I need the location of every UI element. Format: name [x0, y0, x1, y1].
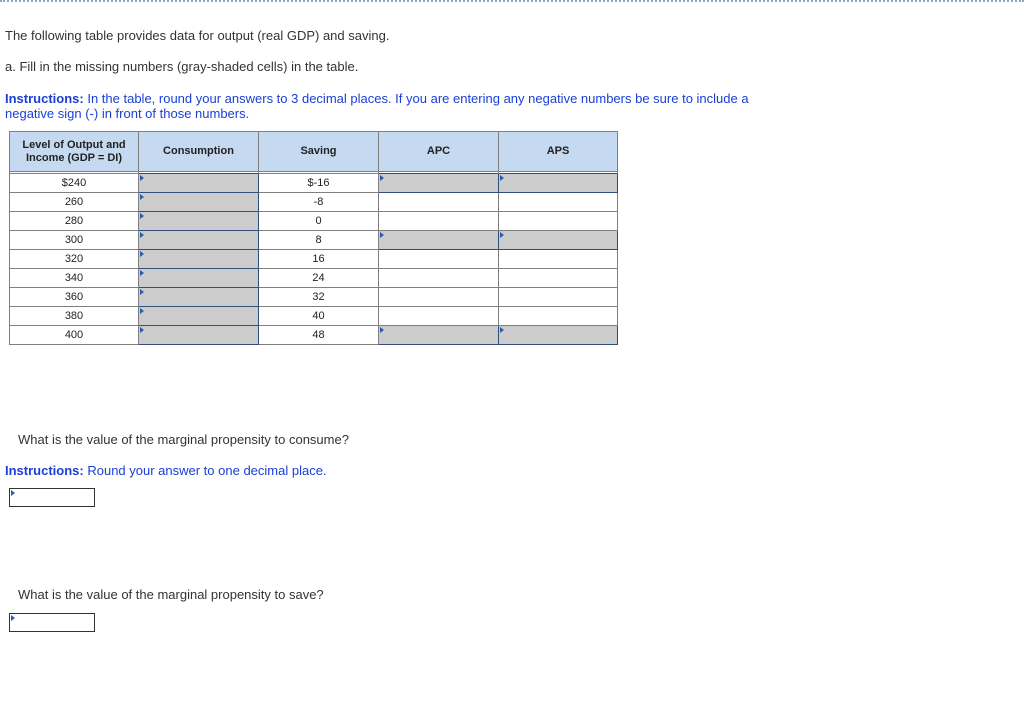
table-row	[10, 250, 618, 269]
table-row	[10, 307, 618, 326]
income-cell: 300	[10, 231, 139, 250]
saving-cell: 0	[259, 212, 379, 231]
table-row	[10, 193, 618, 212]
income-cell: 280	[10, 212, 139, 231]
mps-answer-input[interactable]	[9, 613, 95, 632]
income-cell: 380	[10, 307, 139, 326]
saving-cell: 8	[259, 231, 379, 250]
aps-input[interactable]	[499, 174, 618, 193]
header-consumption: Consumption	[139, 132, 259, 172]
mpc-instructions	[5, 463, 327, 478]
consumption-input[interactable]	[139, 212, 259, 231]
table-row	[10, 174, 618, 193]
income-cell: $240	[10, 174, 139, 193]
saving-cell: 24	[259, 269, 379, 288]
consumption-input[interactable]	[139, 307, 259, 326]
saving-cell: 48	[259, 326, 379, 345]
income-cell: 400	[10, 326, 139, 345]
consumption-input[interactable]	[139, 174, 259, 193]
table-header-row	[10, 132, 618, 172]
instructions-label: Instructions:	[5, 91, 84, 106]
aps-cell	[499, 288, 618, 307]
table-row	[10, 212, 618, 231]
apc-cell	[379, 269, 499, 288]
table-row	[10, 288, 618, 307]
table-row	[10, 326, 618, 345]
apc-cell	[379, 288, 499, 307]
instructions-line-2: negative sign (-) in front of those numbers.	[5, 106, 250, 121]
saving-cell: 16	[259, 250, 379, 269]
header-apc: APC	[379, 132, 499, 172]
income-cell: 360	[10, 288, 139, 307]
aps-input[interactable]	[499, 231, 618, 250]
apc-input[interactable]	[379, 174, 499, 193]
part-a-text: a. Fill in the missing numbers (gray-shaded cells) in the table.	[5, 59, 359, 74]
gdp-saving-table	[9, 131, 618, 345]
mpc-question: What is the value of the marginal propensity to consume?	[18, 432, 349, 447]
table-row	[10, 269, 618, 288]
apc-cell	[379, 307, 499, 326]
saving-cell: -8	[259, 193, 379, 212]
top-divider	[0, 0, 1024, 2]
consumption-input[interactable]	[139, 231, 259, 250]
saving-cell: 40	[259, 307, 379, 326]
instructions-line-1	[5, 91, 749, 106]
saving-cell: $-16	[259, 174, 379, 193]
income-cell: 340	[10, 269, 139, 288]
consumption-input[interactable]	[139, 250, 259, 269]
income-cell: 260	[10, 193, 139, 212]
consumption-input[interactable]	[139, 288, 259, 307]
aps-cell	[499, 193, 618, 212]
apc-cell	[379, 193, 499, 212]
income-cell: 320	[10, 250, 139, 269]
aps-cell	[499, 307, 618, 326]
instructions-label: Instructions:	[5, 463, 84, 478]
aps-cell	[499, 250, 618, 269]
apc-cell	[379, 212, 499, 231]
intro-text: The following table provides data for output (real GDP) and saving.	[5, 28, 390, 43]
header-income-line2: Income (GDP = DI)	[25, 151, 123, 164]
aps-input[interactable]	[499, 326, 618, 345]
consumption-input[interactable]	[139, 269, 259, 288]
consumption-input[interactable]	[139, 326, 259, 345]
apc-cell	[379, 250, 499, 269]
header-income	[10, 132, 139, 172]
saving-cell: 32	[259, 288, 379, 307]
header-income-line1: Level of Output and	[22, 138, 126, 151]
aps-cell	[499, 212, 618, 231]
instructions-text: In the table, round your answers to 3 decimal places. If you are entering any negative numbers be sure to include a	[83, 91, 749, 106]
mpc-instructions-text: Round your answer to one decimal place.	[83, 463, 327, 478]
header-saving: Saving	[259, 132, 379, 172]
table-row	[10, 231, 618, 250]
header-aps: APS	[499, 132, 618, 172]
apc-input[interactable]	[379, 231, 499, 250]
aps-cell	[499, 269, 618, 288]
mps-question: What is the value of the marginal propensity to save?	[18, 587, 324, 602]
mpc-answer-input[interactable]	[9, 488, 95, 507]
apc-input[interactable]	[379, 326, 499, 345]
consumption-input[interactable]	[139, 193, 259, 212]
